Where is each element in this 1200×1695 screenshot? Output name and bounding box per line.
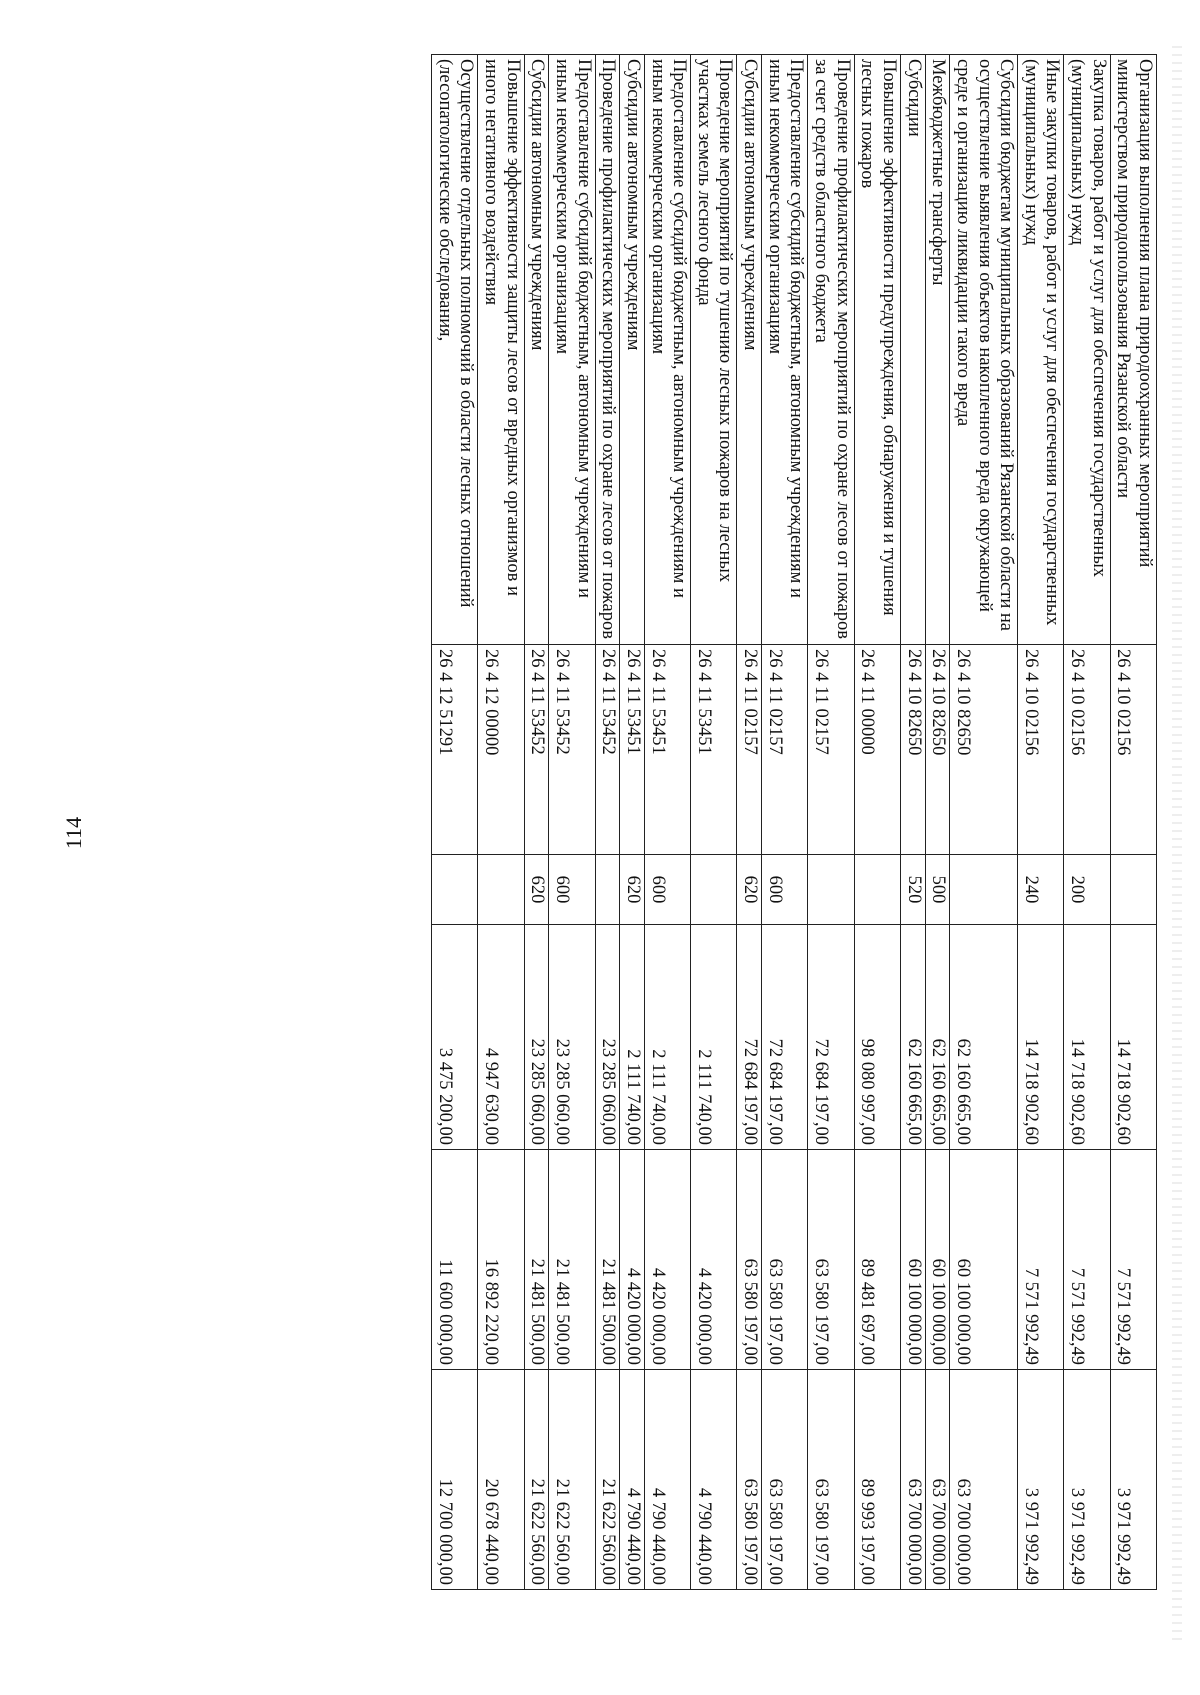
row-amount-year1: 2 111 740,00 (691, 925, 737, 1150)
row-code-cell: 26 4 11 53452 (549, 645, 595, 855)
row-name-cell: Субсидии автономным учреждениям (737, 55, 762, 645)
row-amount-year2: 4 420 000,00 (691, 1150, 737, 1370)
row-amount-year1: 72 684 197,00 (808, 925, 854, 1150)
table-row (1064, 55, 1110, 1590)
budget-table-rotated (47, 54, 1157, 1589)
row-amount-year2: 7 571 992,49 (1110, 1150, 1156, 1370)
table-row (854, 55, 900, 1590)
row-amount-year2: 63 580 197,00 (737, 1150, 762, 1370)
row-amount-year3: 21 622 560,00 (595, 1370, 620, 1590)
row-code-cell: 26 4 11 02157 (808, 645, 854, 855)
row-amount-year1: 14 718 902,60 (1018, 925, 1064, 1150)
row-name-cell: Осуществление отдельных полномочий в области лесных отношений (лесопатологические обследования, (432, 55, 478, 645)
table-row (900, 55, 925, 1590)
row-type-cell (950, 855, 1018, 925)
row-amount-year1: 14 718 902,60 (1110, 925, 1156, 1150)
row-code-cell: 26 4 12 00000 (478, 645, 524, 855)
table-row (925, 55, 950, 1590)
table-row (950, 55, 1018, 1590)
row-name-cell: Проведение профилактических мероприятий по охране лесов от пожаров за счет средств областного бюджета (808, 55, 854, 645)
row-code-cell: 26 4 11 00000 (854, 645, 900, 855)
table-row (620, 55, 645, 1590)
row-type-cell (478, 855, 524, 925)
row-type-cell (691, 855, 737, 925)
row-amount-year3: 20 678 440,00 (478, 1370, 524, 1590)
table-row (808, 55, 854, 1590)
row-amount-year2: 21 481 500,00 (549, 1150, 595, 1370)
row-amount-year1: 23 285 060,00 (549, 925, 595, 1150)
row-amount-year2: 89 481 697,00 (854, 1150, 900, 1370)
row-type-cell: 200 (1064, 855, 1110, 925)
row-amount-year1: 3 475 200,00 (432, 925, 478, 1150)
row-amount-year3: 4 790 440,00 (620, 1370, 645, 1590)
row-amount-year2: 21 481 500,00 (595, 1150, 620, 1370)
row-amount-year1: 23 285 060,00 (595, 925, 620, 1150)
row-amount-year3: 63 700 000,00 (950, 1370, 1018, 1590)
row-amount-year3: 3 971 992,49 (1064, 1370, 1110, 1590)
row-amount-year2: 4 420 000,00 (620, 1150, 645, 1370)
row-type-cell: 600 (549, 855, 595, 925)
row-code-cell: 26 4 10 82650 (925, 645, 950, 855)
table-row (524, 55, 549, 1590)
table-row (1110, 55, 1156, 1590)
row-code-cell: 26 4 11 53451 (620, 645, 645, 855)
row-amount-year1: 98 080 997,00 (854, 925, 900, 1150)
row-amount-year3: 63 580 197,00 (808, 1370, 854, 1590)
table-row (1018, 55, 1064, 1590)
row-code-cell: 26 4 11 53452 (595, 645, 620, 855)
row-name-cell: Проведение профилактических мероприятий по охране лесов от пожаров (595, 55, 620, 645)
row-code-cell: 26 4 11 02157 (737, 645, 762, 855)
row-amount-year1: 72 684 197,00 (762, 925, 808, 1150)
table-row (737, 55, 762, 1590)
row-name-cell: Субсидии автономным учреждениям (524, 55, 549, 645)
row-amount-year2: 7 571 992,49 (1018, 1150, 1064, 1370)
row-amount-year1: 62 160 665,00 (925, 925, 950, 1150)
budget-table (431, 54, 1157, 1590)
row-name-cell: Повышение эффективности защиты лесов от вредных организмов и иного негативного воздействия (478, 55, 524, 645)
row-code-cell: 26 4 10 02156 (1064, 645, 1110, 855)
row-name-cell: Проведение мероприятий по тушению лесных пожаров на лесных участках земель лесного фонда (691, 55, 737, 645)
row-code-cell: 26 4 10 82650 (900, 645, 925, 855)
row-amount-year1: 62 160 665,00 (900, 925, 925, 1150)
row-amount-year3: 4 790 440,00 (644, 1370, 690, 1590)
row-amount-year3: 63 700 000,00 (925, 1370, 950, 1590)
row-code-cell: 26 4 10 02156 (1018, 645, 1064, 855)
row-code-cell: 26 4 12 51291 (432, 645, 478, 855)
table-row (595, 55, 620, 1590)
row-type-cell: 500 (925, 855, 950, 925)
row-name-cell: Закупка товаров, работ и услуг для обеспечения государственных (муниципальных) нужд (1064, 55, 1110, 645)
table-row (691, 55, 737, 1590)
row-type-cell: 240 (1018, 855, 1064, 925)
row-amount-year1: 2 111 740,00 (620, 925, 645, 1150)
row-type-cell: 620 (737, 855, 762, 925)
row-name-cell: Иные закупки товаров, работ и услуг для обеспечения государственных (муниципальных) нужд (1018, 55, 1064, 645)
row-amount-year3: 63 580 197,00 (737, 1370, 762, 1590)
row-type-cell: 600 (644, 855, 690, 925)
row-name-cell: Предоставление субсидий бюджетным, автономным учреждениям и иным некоммерческим организациям (549, 55, 595, 645)
row-type-cell (808, 855, 854, 925)
row-type-cell: 520 (900, 855, 925, 925)
row-type-cell (432, 855, 478, 925)
row-amount-year3: 12 700 000,00 (432, 1370, 478, 1590)
row-type-cell (595, 855, 620, 925)
row-code-cell: 26 4 11 53451 (691, 645, 737, 855)
row-name-cell: Субсидии бюджетам муниципальных образований Рязанской области на осуществление выявления объектов накопленного вреда окружающей среде и организацию ликвидации такого вреда (950, 55, 1018, 645)
row-amount-year3: 63 700 000,00 (900, 1370, 925, 1590)
row-name-cell: Повышение эффективности предупреждения, обнаружения и тушения лесных пожаров (854, 55, 900, 645)
table-row (762, 55, 808, 1590)
row-amount-year2: 7 571 992,49 (1064, 1150, 1110, 1370)
row-amount-year1: 23 285 060,00 (524, 925, 549, 1150)
row-amount-year2: 11 600 000,00 (432, 1150, 478, 1370)
row-amount-year2: 21 481 500,00 (524, 1150, 549, 1370)
row-amount-year2: 63 580 197,00 (808, 1150, 854, 1370)
page-number: 114 (61, 816, 87, 850)
row-amount-year2: 60 100 000,00 (900, 1150, 925, 1370)
row-name-cell: Межбюджетные трансферты (925, 55, 950, 645)
row-amount-year2: 4 420 000,00 (644, 1150, 690, 1370)
budget-table-body (432, 55, 1157, 1590)
row-name-cell: Предоставление субсидий бюджетным, автономным учреждениям и иным некоммерческим организациям (762, 55, 808, 645)
row-name-cell: Предоставление субсидий бюджетным, автономным учреждениям и иным некоммерческим организациям (644, 55, 690, 645)
row-code-cell: 26 4 10 82650 (950, 645, 1018, 855)
table-row (644, 55, 690, 1590)
row-amount-year1: 2 111 740,00 (644, 925, 690, 1150)
row-type-cell: 620 (524, 855, 549, 925)
row-amount-year3: 4 790 440,00 (691, 1370, 737, 1590)
row-type-cell (1110, 855, 1156, 925)
row-amount-year1: 4 947 630,00 (478, 925, 524, 1150)
row-amount-year2: 60 100 000,00 (925, 1150, 950, 1370)
row-name-cell: Субсидии (900, 55, 925, 645)
row-amount-year1: 72 684 197,00 (737, 925, 762, 1150)
row-type-cell: 600 (762, 855, 808, 925)
row-amount-year3: 21 622 560,00 (524, 1370, 549, 1590)
row-amount-year1: 14 718 902,60 (1064, 925, 1110, 1150)
row-amount-year1: 62 160 665,00 (950, 925, 1018, 1150)
row-amount-year3: 3 971 992,49 (1110, 1370, 1156, 1590)
table-row (432, 55, 478, 1590)
row-code-cell: 26 4 11 53451 (644, 645, 690, 855)
row-amount-year2: 60 100 000,00 (950, 1150, 1018, 1370)
row-amount-year3: 21 622 560,00 (549, 1370, 595, 1590)
row-amount-year2: 63 580 197,00 (762, 1150, 808, 1370)
row-code-cell: 26 4 11 53452 (524, 645, 549, 855)
row-name-cell: Организация выполнения плана природоохранных мероприятий министерством природопользования Рязанской области (1110, 55, 1156, 645)
scan-edge-artifact (1172, 40, 1182, 1640)
table-row (478, 55, 524, 1590)
row-code-cell: 26 4 11 02157 (762, 645, 808, 855)
row-amount-year2: 16 892 220,00 (478, 1150, 524, 1370)
row-name-cell: Субсидии автономным учреждениям (620, 55, 645, 645)
row-amount-year3: 89 993 197,00 (854, 1370, 900, 1590)
row-amount-year3: 63 580 197,00 (762, 1370, 808, 1590)
row-amount-year3: 3 971 992,49 (1018, 1370, 1064, 1590)
row-type-cell: 620 (620, 855, 645, 925)
row-code-cell: 26 4 10 02156 (1110, 645, 1156, 855)
table-row (549, 55, 595, 1590)
row-type-cell (854, 855, 900, 925)
